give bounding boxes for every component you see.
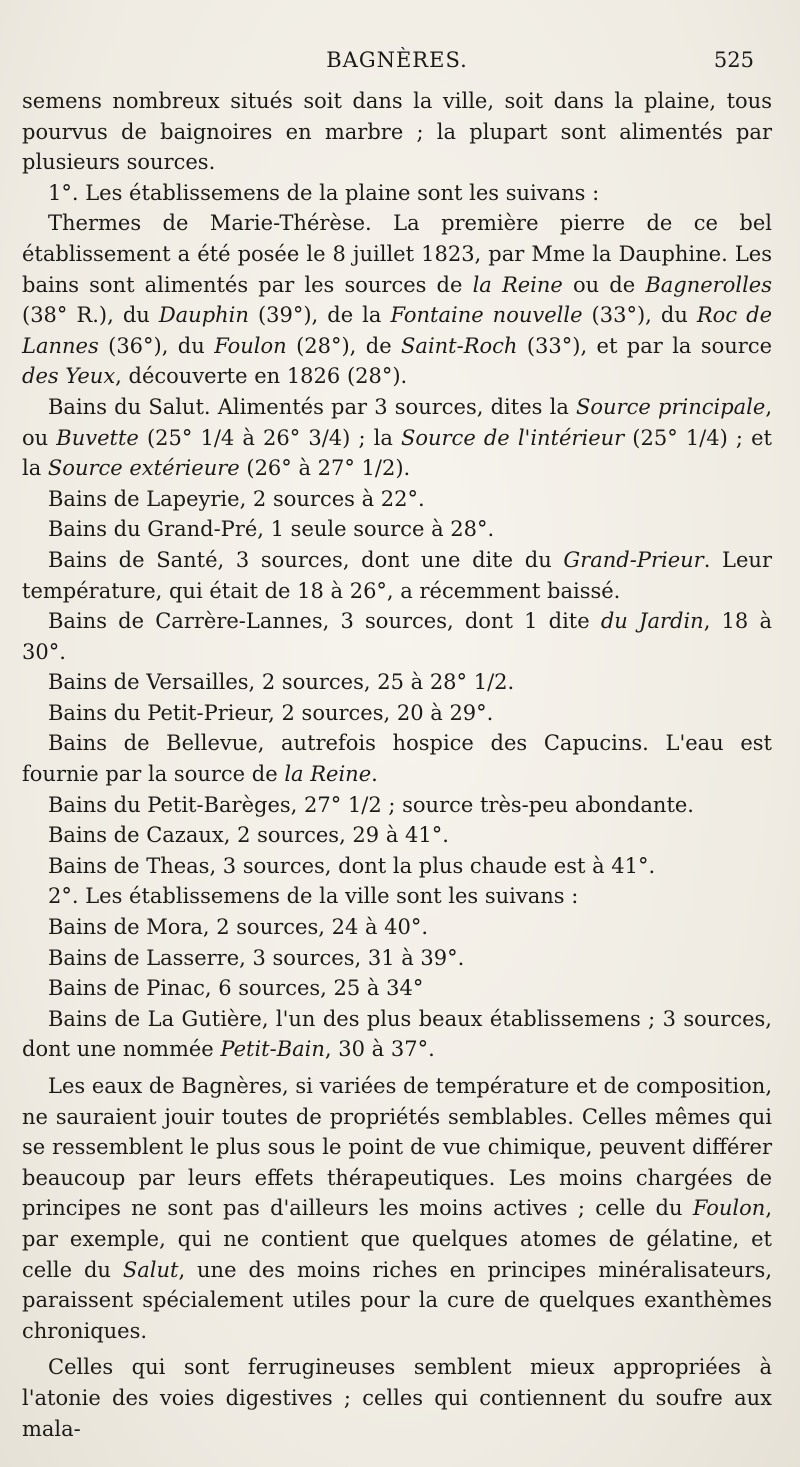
paragraph (22, 881, 772, 912)
italic-text: Salut (122, 1257, 179, 1282)
italic-text: Source de l'intérieur (400, 425, 625, 450)
text-run: 1°. Les établissemens de la plaine sont les suivans : (48, 180, 600, 205)
paragraph (22, 698, 772, 729)
italic-text: des Yeux (22, 364, 116, 389)
text-run: Bains de Lapeyrie, 2 sources à 22°. (48, 486, 425, 511)
text-run: Bains du Salut. Alimentés par 3 sources, dites la (48, 394, 577, 419)
italic-text: Bagnerolles (645, 272, 772, 297)
italic-text: Roc de Lannes (22, 303, 772, 358)
paragraph (22, 178, 772, 209)
text-run: Bains du Grand-Pré, 1 seule source à 28°. (48, 517, 495, 542)
paragraph (22, 392, 772, 484)
text-run: Bains de Santé, 3 sources, dont une dite du (48, 547, 564, 572)
text-run: (39°), de la (248, 303, 391, 328)
paragraph (22, 912, 772, 943)
text-run: (25° 1/4 à 26° 3/4) ; la (138, 425, 401, 450)
italic-text: Buvette (56, 425, 139, 450)
text-run: (36°), du (98, 333, 215, 358)
paragraph (22, 208, 772, 392)
text-run: Bains de Mora, 2 sources, 24 à 40°. (48, 915, 429, 940)
paragraph (22, 514, 772, 545)
paragraph (22, 851, 772, 882)
text-run: ou de (562, 272, 646, 297)
italic-text: Source extérieure (47, 456, 240, 481)
italic-text: Grand-Prieur (563, 547, 704, 572)
text-run: Bains du Petit-Prieur, 2 sources, 20 à 29°. (48, 700, 494, 725)
text-run: Bains de Cazaux, 2 sources, 29 à 41°. (48, 823, 449, 848)
text-run: Bains de Versailles, 2 sources, 25 à 28° 1/2. (48, 670, 515, 695)
italic-text: Foulon (692, 1196, 766, 1221)
paragraph (22, 606, 772, 667)
text-run: (33°), du (582, 303, 697, 328)
text-run: Bains de Bellevue, autrefois hospice des Capucins. L'eau est fournie par la source de (22, 731, 772, 787)
page-number: 525 (713, 48, 754, 72)
text-run: , découverte en 1826 (28°). (115, 364, 408, 389)
paragraph (22, 728, 772, 789)
italic-text: la Reine (472, 272, 563, 297)
body-text (22, 86, 772, 1444)
paragraph (22, 484, 772, 515)
paragraph (22, 1352, 772, 1444)
text-run: Bains de Carrère-Lannes, 3 sources, dont 1 dite (48, 609, 601, 634)
text-run: , par exemple, qui ne contient que quelques atomes de gélatine, et celle du (22, 1196, 772, 1282)
text-run: Thermes de Marie-Thérèse. La première pierre de ce bel établissement a été posée le 8 juillet 1823, par Mme la Dauphine. Les bains sont alimentés par les sources de (22, 211, 772, 297)
text-run: (28°), de (286, 333, 402, 358)
text-run: , 18 à 30°. (22, 609, 772, 664)
paragraph (22, 943, 772, 974)
text-run: (26° à 27° 1/2). (239, 456, 411, 481)
text-run: , 30 à 37°. (324, 1037, 435, 1062)
text-run: , une des moins riches en principes minéralisateurs, paraissent spécialement utiles pour la cure de quelques exanthèmes chroniques. (22, 1257, 772, 1343)
text-run: Les eaux de Bagnères, si variées de température et de composition, ne sauraient jouir toutes de propriétés semblables. Celles mêmes qui se ressemblent le plus sous le point de vue chimique, peuvent différer beaucoup par leurs effets thérapeutiques. Les moins chargées de principes ne sont pas d'ailleurs les moins actives ; celle du (22, 1074, 772, 1221)
italic-text: du Jardin (600, 609, 704, 634)
italic-text: Foulon (214, 333, 287, 358)
text-run: (33°), et par la source (517, 333, 773, 358)
text-run: Bains de Theas, 3 sources, dont la plus chaude est à 41°. (48, 853, 656, 878)
italic-text: Saint-Roch (401, 333, 518, 358)
running-title: BAGNÈRES. (326, 48, 468, 72)
text-run: Bains de La Gutière, l'un des plus beaux établissemens ; 3 sources, dont une nommée (22, 1006, 772, 1062)
text-run: , ou (22, 394, 772, 450)
text-run: Celles qui sont ferrugineuses semblent mieux appropriées à l'atonie des voies digestives ; celles qui contiennent du soufre aux mala- (22, 1355, 772, 1441)
text-run: Bains de Lasserre, 3 sources, 31 à 39°. (48, 945, 465, 970)
text-run: 2°. Les établissemens de la ville sont les suivans : (48, 884, 579, 909)
text-run: Bains de Pinac, 6 sources, 25 à 34° (48, 976, 424, 1001)
paragraph (22, 667, 772, 698)
paragraph (22, 790, 772, 821)
italic-text: Petit-Bain (220, 1037, 325, 1062)
text-run: . (371, 762, 378, 787)
text-run: semens nombreux situés soit dans la ville, soit dans la plaine, tous pourvus de baignoires en marbre ; la plupart sont alimentés par plusieurs sources. (22, 89, 772, 175)
italic-text: la Reine (284, 762, 372, 787)
paragraph (22, 1071, 772, 1346)
paragraph (22, 1004, 772, 1065)
paragraph (22, 545, 772, 606)
running-head (22, 48, 772, 86)
italic-text: Source principale (576, 394, 766, 419)
text-run: Bains du Petit-Barèges, 27° 1/2 ; source très-peu abondante. (48, 792, 694, 817)
italic-text: Dauphin (158, 303, 249, 328)
text-run: . Leur température, qui était de 18 à 26°, a récemment baissé. (22, 547, 772, 603)
paragraph (22, 820, 772, 851)
paragraph (22, 973, 772, 1004)
italic-text: Fontaine nouvelle (390, 303, 583, 328)
text-run: (38° R.), du (22, 303, 159, 328)
text-run: (25° 1/4) ; et la (22, 425, 772, 481)
paragraph (22, 86, 772, 178)
